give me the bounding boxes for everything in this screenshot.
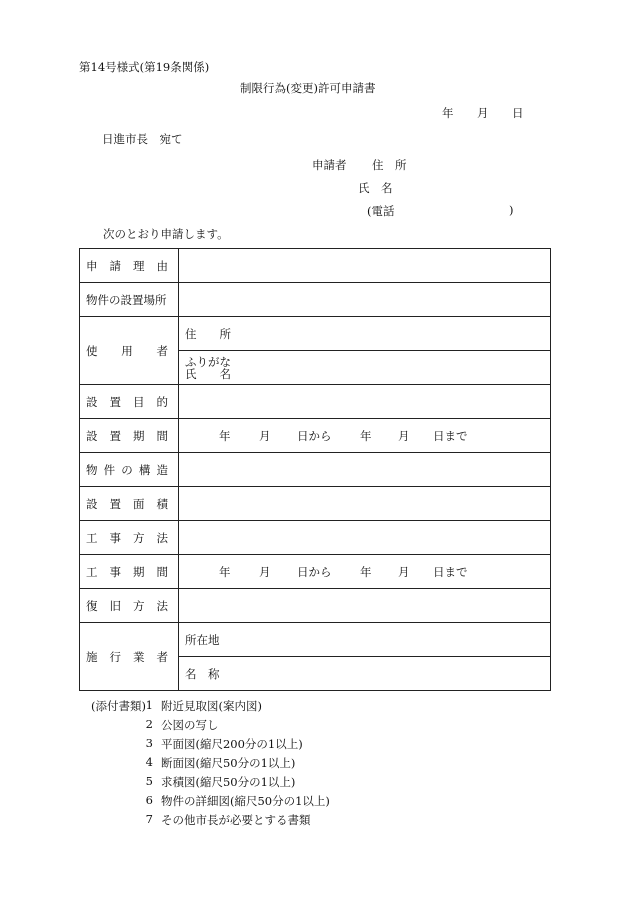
- label-char: 申: [86, 258, 98, 273]
- period-until: 日まで: [433, 428, 468, 443]
- label-char: 工: [86, 530, 98, 545]
- period-month: 月: [259, 564, 271, 579]
- applicant-phone-label: (電話: [367, 204, 395, 218]
- field-method[interactable]: [179, 521, 551, 555]
- label-char: 法: [156, 530, 168, 545]
- attachment-number: 3: [145, 736, 153, 750]
- field-contractor-location[interactable]: [179, 623, 551, 657]
- row-contractor-location: [80, 623, 551, 657]
- label-char: 置: [109, 496, 121, 511]
- row-work-period: [80, 555, 551, 589]
- field-user-address[interactable]: [179, 317, 551, 351]
- field-contractor-name[interactable]: [179, 657, 551, 691]
- label-purpose: [80, 385, 179, 419]
- label-char: 置: [109, 428, 121, 443]
- label-structure: [80, 453, 179, 487]
- document-title: 制限行為(変更)許可申請書: [240, 81, 376, 95]
- label-method: [80, 521, 179, 555]
- attachment-number: 1: [145, 698, 153, 712]
- contractor-location-label: 所在地: [185, 632, 220, 647]
- row-method: [80, 521, 551, 555]
- period-from: 日から: [297, 564, 332, 579]
- form-number: 第14号様式(第19条関係): [79, 60, 210, 74]
- label-char: 使: [86, 343, 98, 358]
- field-reason[interactable]: [179, 249, 551, 283]
- label-char: 積: [156, 496, 168, 511]
- field-install-period[interactable]: [179, 419, 551, 453]
- label-char: 方: [133, 530, 145, 545]
- date-day-label: 日: [512, 106, 524, 120]
- field-user-name[interactable]: [179, 351, 551, 385]
- applicant-label: 申請者: [312, 158, 347, 172]
- label-char: 行: [109, 649, 121, 664]
- label-install-period: [80, 419, 179, 453]
- label-char: 物: [86, 462, 98, 477]
- attachment-text: 附近見取図(案内図): [161, 699, 262, 713]
- attachments-label: (添付書類): [91, 699, 146, 713]
- label-char: 件: [103, 462, 116, 477]
- label-char: 者: [156, 343, 168, 358]
- period-year2: 年: [360, 428, 372, 443]
- attachment-number: 2: [145, 717, 153, 731]
- field-area[interactable]: [179, 487, 551, 521]
- label-char: 方: [133, 598, 145, 613]
- label-char: 目: [133, 394, 145, 409]
- period-year: 年: [219, 564, 231, 579]
- label-char: 事: [109, 530, 121, 545]
- attachment-text: 平面図(縮尺200分の1以上): [161, 737, 303, 751]
- user-name-label: 氏 名: [185, 366, 231, 381]
- attachment-number: 4: [145, 755, 153, 769]
- user-furigana-label: ふりがな: [185, 354, 231, 369]
- attachment-text: その他市長が必要とする書類: [161, 813, 311, 827]
- period-year: 年: [219, 428, 231, 443]
- row-location: [80, 283, 551, 317]
- label-restoration: [80, 589, 179, 623]
- label-char: 工: [86, 564, 98, 579]
- label-char: 設: [86, 496, 98, 511]
- field-work-period[interactable]: [179, 555, 551, 589]
- label-area: [80, 487, 179, 521]
- label-char: 期: [133, 428, 145, 443]
- applicant-address-label: 住 所: [372, 158, 407, 172]
- label-char: 設: [86, 394, 98, 409]
- label-char: 施: [86, 649, 98, 664]
- label-char: の: [121, 462, 133, 477]
- row-purpose: [80, 385, 551, 419]
- label-char: 間: [156, 428, 168, 443]
- user-address-label: 住 所: [185, 326, 231, 341]
- attachment-text: 物件の詳細図(縮尺50分の1以上): [161, 794, 330, 808]
- label-contractor: [80, 623, 179, 691]
- label-char: 間: [156, 564, 168, 579]
- field-location[interactable]: [179, 283, 551, 317]
- intro-text: 次のとおり申請します。: [103, 227, 229, 241]
- label-char: 請: [109, 258, 121, 273]
- attachment-number: 7: [145, 812, 153, 826]
- field-purpose[interactable]: [179, 385, 551, 419]
- label-char: 者: [156, 649, 168, 664]
- period-year2: 年: [360, 564, 372, 579]
- label-user: [80, 317, 179, 385]
- label-char: 面: [133, 496, 145, 511]
- label-char: 造: [156, 462, 168, 477]
- period-month2: 月: [398, 428, 410, 443]
- row-user-address: [80, 317, 551, 351]
- applicant-phone-close: ): [509, 203, 514, 217]
- period-from: 日から: [297, 428, 332, 443]
- date-year-label: 年: [442, 106, 454, 120]
- label-char: 由: [156, 258, 168, 273]
- application-form-table: [79, 248, 551, 691]
- row-area: [80, 487, 551, 521]
- attachment-text: 求積図(縮尺50分の1以上): [161, 775, 296, 789]
- attachment-number: 5: [145, 774, 153, 788]
- contractor-name-label: 名 称: [185, 666, 220, 681]
- label-char: 業: [133, 649, 145, 664]
- row-reason: [80, 249, 551, 283]
- field-structure[interactable]: [179, 453, 551, 487]
- attachment-text: 公図の写し: [161, 718, 219, 732]
- date-month-label: 月: [477, 106, 489, 120]
- period-month2: 月: [398, 564, 410, 579]
- row-install-period: [80, 419, 551, 453]
- label-char: 的: [156, 394, 168, 409]
- attachment-number: 6: [145, 793, 153, 807]
- label-reason: [80, 249, 179, 283]
- label-work-period: [80, 555, 179, 589]
- label-char: 理: [133, 258, 145, 273]
- label-char: 旧: [109, 598, 121, 613]
- label-char: 用: [121, 343, 133, 358]
- row-structure: [80, 453, 551, 487]
- row-restoration: [80, 589, 551, 623]
- label-location: 物件の設置場所: [80, 283, 179, 317]
- field-restoration[interactable]: [179, 589, 551, 623]
- applicant-name-label: 氏 名: [358, 181, 393, 195]
- label-char: 構: [138, 462, 151, 477]
- label-char: 事: [109, 564, 121, 579]
- label-char: 復: [86, 598, 98, 613]
- addressee: 日進市長 宛て: [102, 132, 183, 146]
- label-char: 設: [86, 428, 98, 443]
- label-char: 期: [133, 564, 145, 579]
- period-until: 日まで: [433, 564, 468, 579]
- label-char: 法: [156, 598, 168, 613]
- period-month: 月: [259, 428, 271, 443]
- label-char: 置: [109, 394, 121, 409]
- attachment-text: 断面図(縮尺50分の1以上): [161, 756, 296, 770]
